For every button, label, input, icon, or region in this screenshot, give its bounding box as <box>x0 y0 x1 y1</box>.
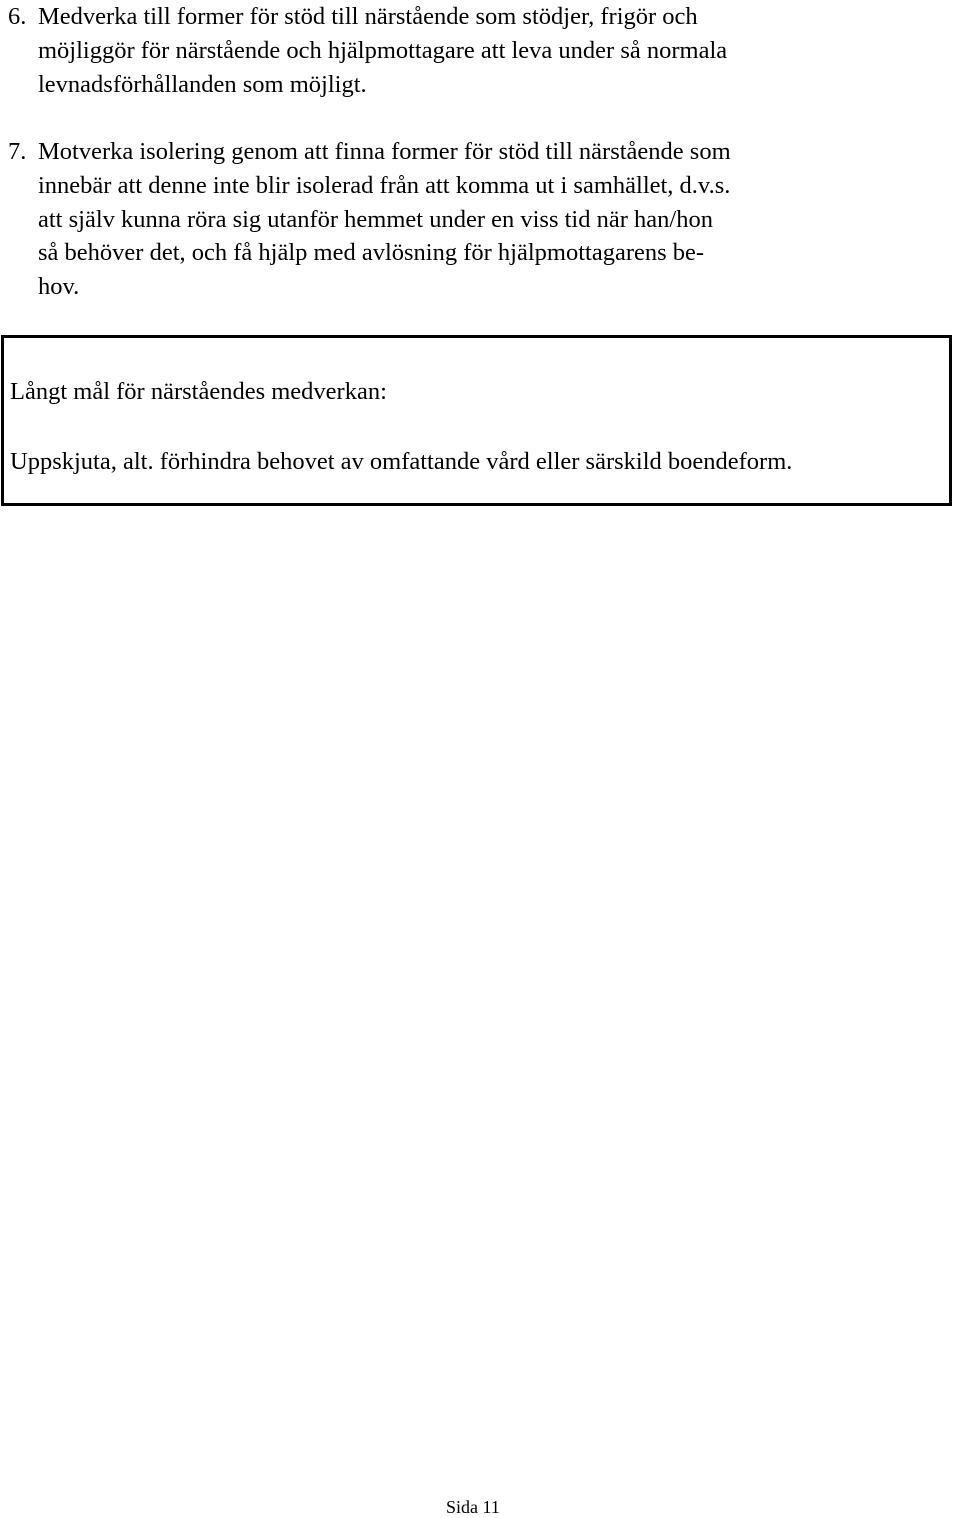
list-item-text-line: att själv kunna röra sig utanför hemmet under en viss tid när han/hon <box>38 206 713 233</box>
list-item-number: 6. <box>8 3 27 30</box>
list-item-number: 7. <box>8 138 27 165</box>
long-term-goal-box <box>1 335 952 506</box>
list-item-text-line: innebär att denne inte blir isolerad från att komma ut i samhället, d.v.s. <box>38 172 731 199</box>
list-item-text-line: så behöver det, och få hjälp med avlösning för hjälpmottagarens be- <box>38 239 705 266</box>
list-item-text-line: hov. <box>38 273 80 300</box>
goal-text: Uppskjuta, alt. förhindra behovet av omfattande vård eller särskild boendeform. <box>10 448 793 475</box>
list-item-text-line: levnadsförhållanden som möjligt. <box>38 71 367 98</box>
goal-heading: Långt mål för närståendes medverkan: <box>10 378 387 405</box>
list-item-text-line: möjliggör för närstående och hjälpmottagare att leva under så normala <box>38 37 728 64</box>
list-item-text-line: Medverka till former för stöd till närstående som stödjer, frigör och <box>38 3 698 30</box>
list-item-text-line: Motverka isolering genom att finna former för stöd till närstående som <box>38 138 731 165</box>
page-number: Sida 11 <box>446 1497 500 1517</box>
